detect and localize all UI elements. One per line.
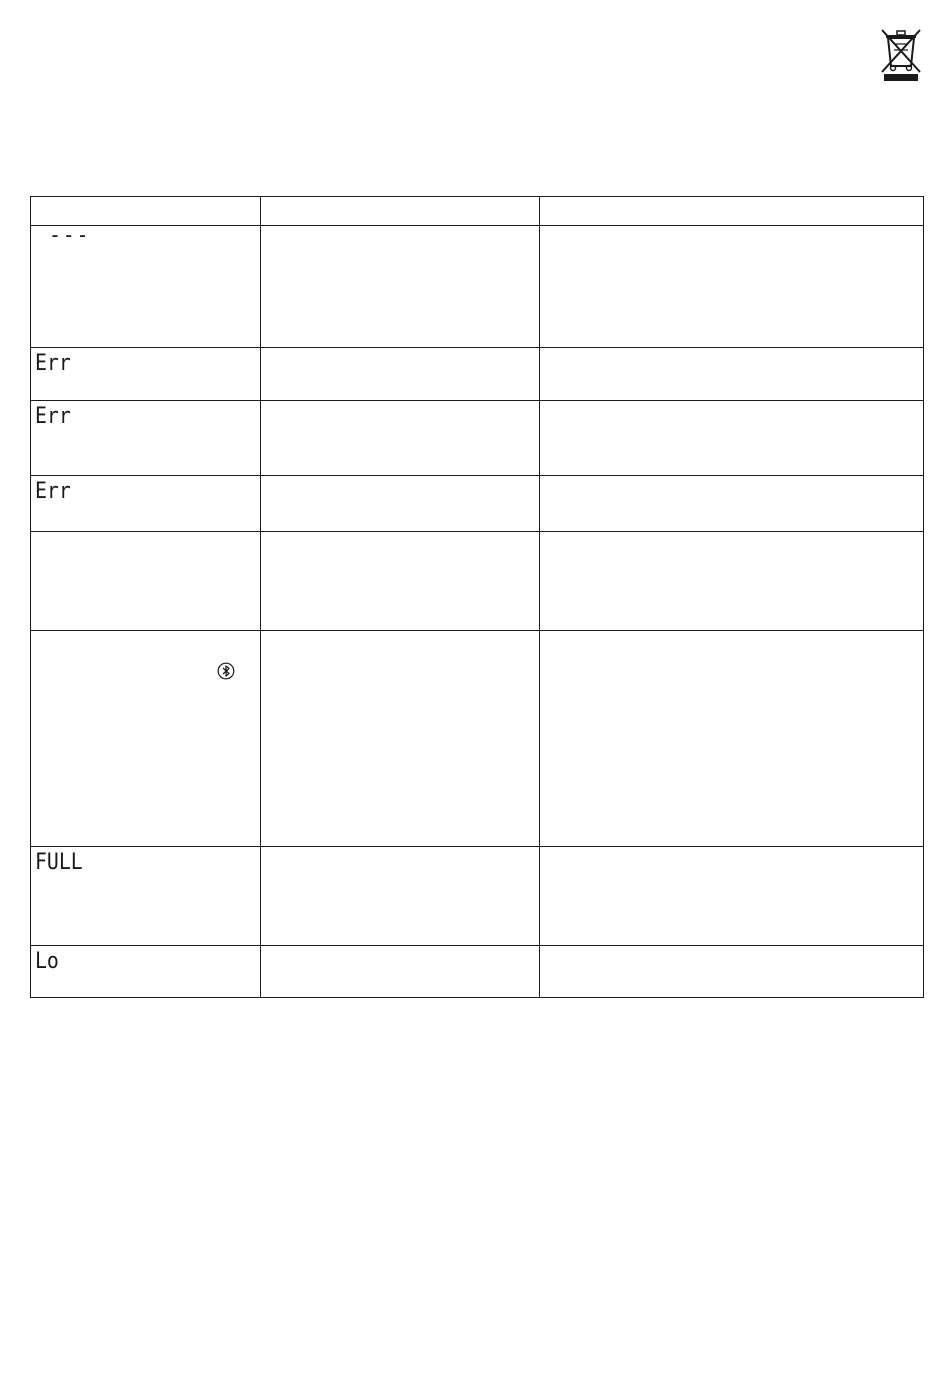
lcd-display-text: Err [35, 404, 71, 429]
display-cell [31, 946, 261, 998]
bluetooth-icon [217, 662, 235, 680]
remedy-cell [540, 226, 924, 348]
table-row [31, 476, 924, 532]
remedy-cell [540, 532, 924, 631]
remedy-cell [540, 348, 924, 401]
table-row [31, 946, 924, 998]
table-row [31, 226, 924, 348]
display-cell [31, 223, 261, 348]
cause-cell [261, 401, 540, 476]
cause-cell [261, 532, 540, 631]
cause-cell [261, 847, 540, 946]
cause-cell [261, 631, 540, 847]
remedy-cell [540, 476, 924, 532]
display-cell [31, 631, 261, 847]
lcd-display-text: Lo [35, 949, 59, 974]
cause-cell [261, 476, 540, 532]
table-row [31, 631, 924, 847]
display-cell [31, 847, 261, 946]
table-row [31, 348, 924, 401]
error-table [30, 196, 924, 998]
display-cell [31, 532, 261, 631]
header-cell-cause [261, 197, 540, 226]
table-row [31, 847, 924, 946]
lcd-display-text: --- [49, 223, 91, 248]
remedy-cell [540, 401, 924, 476]
table-header-row [31, 197, 924, 226]
lcd-display-text: Err [35, 351, 71, 376]
header-cell-remedy [540, 197, 924, 226]
display-cell [31, 476, 261, 532]
remedy-cell [540, 847, 924, 946]
display-cell [31, 348, 261, 401]
remedy-cell [540, 631, 924, 847]
header-cell-display [31, 197, 261, 226]
cause-cell [261, 946, 540, 998]
cause-cell [261, 226, 540, 348]
cause-cell [261, 348, 540, 401]
display-cell [31, 401, 261, 476]
lcd-display-text: Err [35, 479, 71, 504]
weee-bin-icon [878, 28, 924, 84]
table-row [31, 401, 924, 476]
table-row [31, 532, 924, 631]
lcd-display-text: FULL [35, 850, 83, 875]
remedy-cell [540, 946, 924, 998]
